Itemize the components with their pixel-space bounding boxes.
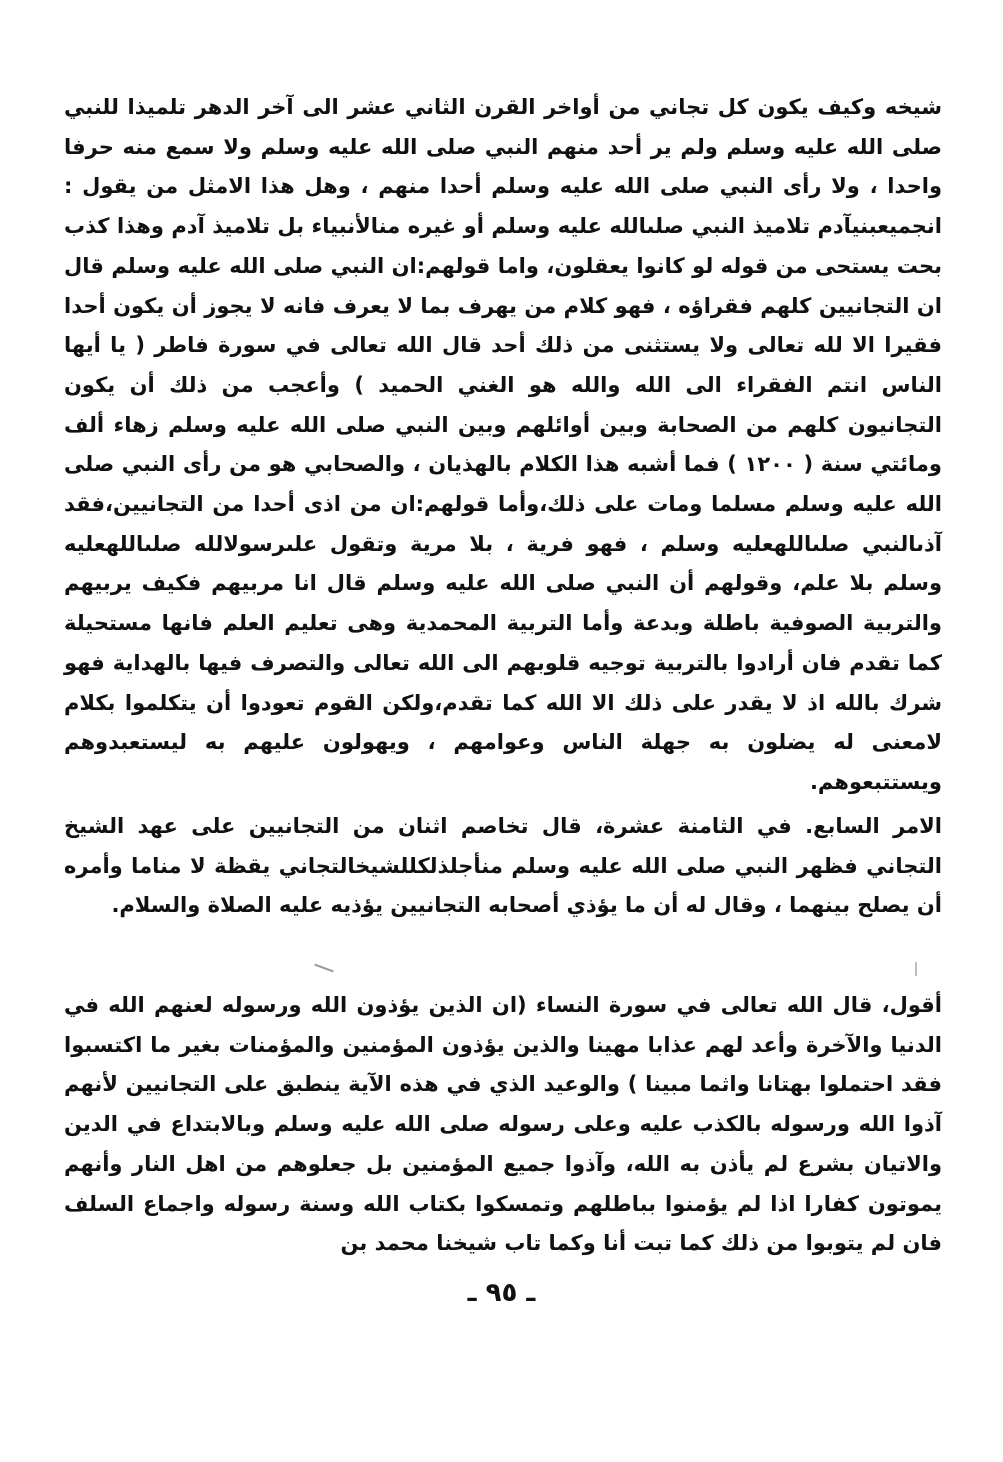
paragraph-3-text: أقول، قال الله تعالى في سورة النساء (ان الذين يؤذون الله ورسوله لعنهم الله في الدنيا والآخرة وأعد لهم عذابا مهينا والذين يؤذون المؤمنين والمؤمنات بغير ما اكتسبوا فقد احتملوا بهتانا واثما مبينا ) والوعيد الذي في هذه الآية ينطبق على التجانيين لأنهم آذوا الله ورسوله بالكذب عليه وعلى رسوله صلى الله عليه وسلم وبالابتداع في الدين والاتيان بشرع لم يأذن به الله، وآذوا جميع المؤمنين بل جعلوهم من اهل النار وأنهم يموتون كفارا اذا لم يؤمنوا بباطلهم وتمسكوا بكتاب الله وسنة رسوله واجماع السلف فان لم يتوبوا من ذلك كما تبت أنا وكما تاب شيخنا محمد بن xyxy=(64,993,942,1256)
paragraph-1-text: شيخه وكيف يكون كل تجاني من أواخر القرن الثاني عشر الى آخر الدهر تلميذا للنبي صلى الله عليه وسلم ولم ير أحد منهم النبي صلى الله عليه وسلم ولا سمع منه حرفا واحدا ، ولا رأى النبي صلى الله عليه وسلم أحدا منهم ، وهل هذا الامثل من يقول : انجميعبنيآدم تلاميذ النبي صلىالله عليه وسلم أو غيره منالأنبياء بل تلاميذ آدم وهذا كذب بحت يستحى من قوله لو كانوا يعقلون، واما قولهم:ان النبي صلى الله عليه وسلم قال ان التجانيين كلهم فقراؤه ، فهو كلام من يهرف بما لا يعرف فانه لا يجوز أن يكون أحدا فقيرا الا لله تعالى ولا يستثنى من ذلك أحد قال الله تعالى في سورة فاطر ( يا أيها الناس انتم الفقراء الى الله والله هو الغني الحميد ) وأعجب من ذلك أن يكون التجانيون كلهم من الصحابة وبين أوائلهم وبين النبي صلى الله عليه وسلم زهاء ألف ومائتي سنة ( ١٢٠٠ ) فما أشبه هذا الكلام بالهذيان ، والصحابي هو من رأى النبي صلى الله عليه وسلم مسلما ومات على ذلك،وأما قولهم:ان من اذى أحدا من التجانيين،فقد آذىالنبي صلىاللهعليه وسلم ، فهو فرية ، بلا مرية وتقول علىرسولالله صلىاللهعليه وسلم بلا علم، وقولهم أن النبي صلى الله عليه وسلم قال انا مربيهم فكيف يربيهم والتربية الصوفية باطلة وبدعة وأما التربية المحمدية وهى تعليم العلم فانها مستحيلة كما تقدم فان أرادوا بالتربية توجيه قلوبهم الى الله تعالى والتصرف فيها بالهداية فهو شرك بالله اذ لا يقدر على ذلك الا الله كما تقدم،ولكن القوم تعودوا أن يتكلموا بكلام لامعنى له يضلون به جهلة الناس وعوامهم ، ويهولون عليهم به ليستعبدوهم ويستتبعوهم. xyxy=(64,95,942,794)
scan-artifact-mark xyxy=(314,964,333,973)
paragraph-2-text: الامر السابع. في الثامنة عشرة، قال تخاصم اثنان من التجانيين على عهد الشيخ التجاني فظهر النبي صلى الله عليه وسلم منأجلذلكللشيخالتجاني يقظة لا مناما وأمره أن يصلح بينهما ، وقال له أن ما يؤذي أصحابه التجانيين يؤذيه عليه الصلاة والسلام. xyxy=(64,814,942,918)
paragraph-2 xyxy=(64,807,942,926)
paragraph-1 xyxy=(64,88,942,803)
paragraph-3 xyxy=(64,986,942,1264)
page-number: ـ ٩٥ ـ xyxy=(467,1278,536,1308)
scan-artifact-mark xyxy=(915,962,917,976)
